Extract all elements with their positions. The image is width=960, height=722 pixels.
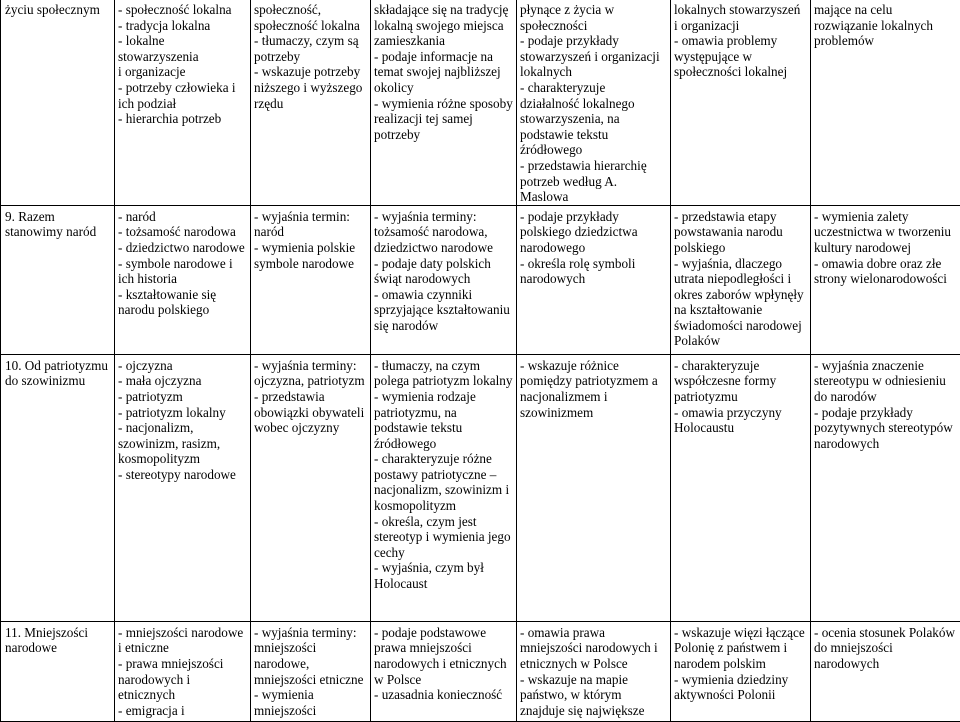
- cell-line: - wymienia mniejszości: [254, 687, 367, 718]
- table-row: [1, 0, 960, 205]
- requirements-very-good-cell: [671, 205, 811, 354]
- cell-line: lokalnych stowarzyszeń i organizacji: [674, 2, 807, 33]
- cell-line: - omawia problemy występujące w społeczności lokalnej: [674, 33, 807, 80]
- cell-line: - hierarchia potrzeb: [118, 111, 247, 127]
- cell-line: mające na celu rozwiązanie lokalnych problemów: [814, 2, 957, 49]
- cell-line: - charakteryzuje różne postawy patriotyczne – nacjonalizm, szowinizm i kosmopolityzm: [374, 451, 513, 513]
- requirements-very-good-cell: [671, 0, 811, 205]
- cell-line: - wskazuje więzi łączące Polonię z państwem i narodem polskim: [674, 625, 807, 672]
- cell-line: - wskazuje na mapie państwo, w którym znajduje się największe: [520, 672, 667, 719]
- requirements-good-cell: [517, 621, 671, 721]
- requirements-basic-cell: [251, 0, 371, 205]
- cell-line: - tożsamość narodowa: [118, 224, 247, 240]
- requirements-excellent-cell: [811, 621, 960, 721]
- cell-line: - patriotyzm lokalny: [118, 405, 247, 421]
- requirements-adequate-cell: [371, 205, 517, 354]
- cell-line: - omawia czynniki sprzyjające kształtowaniu się narodów: [374, 287, 513, 334]
- table-row: [1, 354, 960, 621]
- cell-line: - wymienia różne sposoby realizacji tej samej potrzeby: [374, 96, 513, 143]
- content-cell: [115, 621, 251, 721]
- requirements-excellent-cell: [811, 354, 960, 621]
- requirements-basic-cell: [251, 621, 371, 721]
- cell-line: - przedstawia obowiązki obywateli wobec ojczyzny: [254, 389, 367, 436]
- requirements-adequate-cell: [371, 621, 517, 721]
- cell-line: - lokalne stowarzyszenia: [118, 33, 247, 64]
- cell-line: - stereotypy narodowe: [118, 467, 247, 483]
- requirements-excellent-cell: [811, 205, 960, 354]
- cell-line: - przedstawia hierarchię potrzeb według A. Maslowa: [520, 158, 667, 205]
- cell-line: - omawia prawa mniejszości narodowych i etnicznych w Polsce: [520, 625, 667, 672]
- cell-line: - dziedzictwo narodowe: [118, 240, 247, 256]
- requirements-very-good-cell: [671, 621, 811, 721]
- cell-line: - podaje przykłady stowarzyszeń i organizacji lokalnych: [520, 33, 667, 80]
- cell-line: - wyjaśnia terminy: tożsamość narodowa, dziedzictwo narodowe: [374, 209, 513, 256]
- cell-line: - wskazuje różnice pomiędzy patriotyzmem a nacjonalizmem i szowinizmem: [520, 358, 667, 420]
- cell-line: - podaje przykłady polskiego dziedzictwa narodowego: [520, 209, 667, 256]
- requirements-good-cell: [517, 354, 671, 621]
- content-cell: [115, 354, 251, 621]
- requirements-very-good-cell: [671, 354, 811, 621]
- topic-cell: [1, 621, 115, 721]
- cell-line: społeczność lokalna: [254, 18, 367, 34]
- cell-line: - tradycja lokalna: [118, 18, 247, 34]
- cell-line: 11. Mniejszości narodowe: [5, 625, 111, 656]
- cell-line: - wymienia rodzaje patriotyzmu, na podstawie tekstu źródłowego: [374, 389, 513, 451]
- cell-line: - symbole narodowe i ich historia: [118, 256, 247, 287]
- cell-line: życiu społecznym: [5, 2, 111, 18]
- cell-line: - wyjaśnia, czym był Holocaust: [374, 560, 513, 591]
- cell-line: - nacjonalizm, szowinizm, rasizm, kosmopolityzm: [118, 420, 247, 467]
- cell-line: - mała ojczyzna: [118, 373, 247, 389]
- requirements-good-cell: [517, 0, 671, 205]
- cell-line: - wyjaśnia termin: naród: [254, 209, 367, 240]
- requirements-adequate-cell: [371, 0, 517, 205]
- cell-line: społeczność,: [254, 2, 367, 18]
- cell-line: - wymienia polskie symbole narodowe: [254, 240, 367, 271]
- cell-line: - określa rolę symboli narodowych: [520, 256, 667, 287]
- table-row: [1, 621, 960, 721]
- cell-line: - wyjaśnia terminy: ojczyzna, patriotyzm: [254, 358, 367, 389]
- content-cell: [115, 0, 251, 205]
- cell-line: - przedstawia etapy powstawania narodu polskiego: [674, 209, 807, 256]
- cell-line: - naród: [118, 209, 247, 225]
- cell-line: - omawia dobre oraz złe strony wielonarodowości: [814, 256, 957, 287]
- cell-line: płynące z życia w społeczności: [520, 2, 667, 33]
- requirements-adequate-cell: [371, 354, 517, 621]
- cell-line: - wymienia dziedziny aktywności Polonii: [674, 672, 807, 703]
- cell-line: i organizacje: [118, 64, 247, 80]
- cell-line: 10. Od patriotyzmu do szowinizmu: [5, 358, 111, 389]
- topic-cell: [1, 205, 115, 354]
- cell-line: 9. Razem stanowimy naród: [5, 209, 111, 240]
- cell-line: - ojczyzna: [118, 358, 247, 374]
- requirements-good-cell: [517, 205, 671, 354]
- cell-line: - wyjaśnia terminy: mniejszości narodowe, mniejszości etniczne: [254, 625, 367, 687]
- content-cell: [115, 205, 251, 354]
- cell-line: - omawia przyczyny Holocaustu: [674, 405, 807, 436]
- cell-line: - wyjaśnia, dlaczego utrata niepodległości i okres zaborów wpłynęły na kształtowanie świadomości narodowej Polaków: [674, 256, 807, 350]
- cell-line: - ocenia stosunek Polaków do mniejszości narodowych: [814, 625, 957, 672]
- cell-line: - wskazuje potrzeby niższego i wyższego rzędu: [254, 64, 367, 111]
- cell-line: - podaje daty polskich świąt narodowych: [374, 256, 513, 287]
- cell-line: - prawa mniejszości narodowych i etnicznych: [118, 656, 247, 703]
- cell-line: - uzasadnia konieczność: [374, 687, 513, 703]
- cell-line: - podaje informacje na temat swojej najbliższej okolicy: [374, 49, 513, 96]
- cell-line: - charakteryzuje działalność lokalnego stowarzyszenia, na podstawie tekstu źródłowego: [520, 80, 667, 158]
- cell-line: - potrzeby człowieka i ich podział: [118, 80, 247, 111]
- cell-line: - tłumaczy, czym są potrzeby: [254, 33, 367, 64]
- topic-cell: [1, 354, 115, 621]
- cell-line: - określa, czym jest stereotyp i wymienia jego cechy: [374, 514, 513, 561]
- cell-line: - emigracja i: [118, 703, 247, 719]
- cell-line: - mniejszości narodowe i etniczne: [118, 625, 247, 656]
- cell-line: - podaje podstawowe prawa mniejszości narodowych i etnicznych w Polsce: [374, 625, 513, 687]
- cell-line: - tłumaczy, na czym polega patriotyzm lokalny: [374, 358, 513, 389]
- cell-line: - społeczność lokalna: [118, 2, 247, 18]
- requirements-basic-cell: [251, 205, 371, 354]
- requirements-excellent-cell: [811, 0, 960, 205]
- cell-line: składające się na tradycję lokalną swojego miejsca zamieszkania: [374, 2, 513, 49]
- topic-cell: [1, 0, 115, 205]
- cell-line: - charakteryzuje współczesne formy patriotyzmu: [674, 358, 807, 405]
- cell-line: - wymienia zalety uczestnictwa w tworzeniu kultury narodowej: [814, 209, 957, 256]
- cell-line: - patriotyzm: [118, 389, 247, 405]
- cell-line: - podaje przykłady pozytywnych stereotypów narodowych: [814, 405, 957, 452]
- cell-line: - kształtowanie się narodu polskiego: [118, 287, 247, 318]
- cell-line: - wyjaśnia znaczenie stereotypu w odniesieniu do narodów: [814, 358, 957, 405]
- requirements-basic-cell: [251, 354, 371, 621]
- table-row: [1, 205, 960, 354]
